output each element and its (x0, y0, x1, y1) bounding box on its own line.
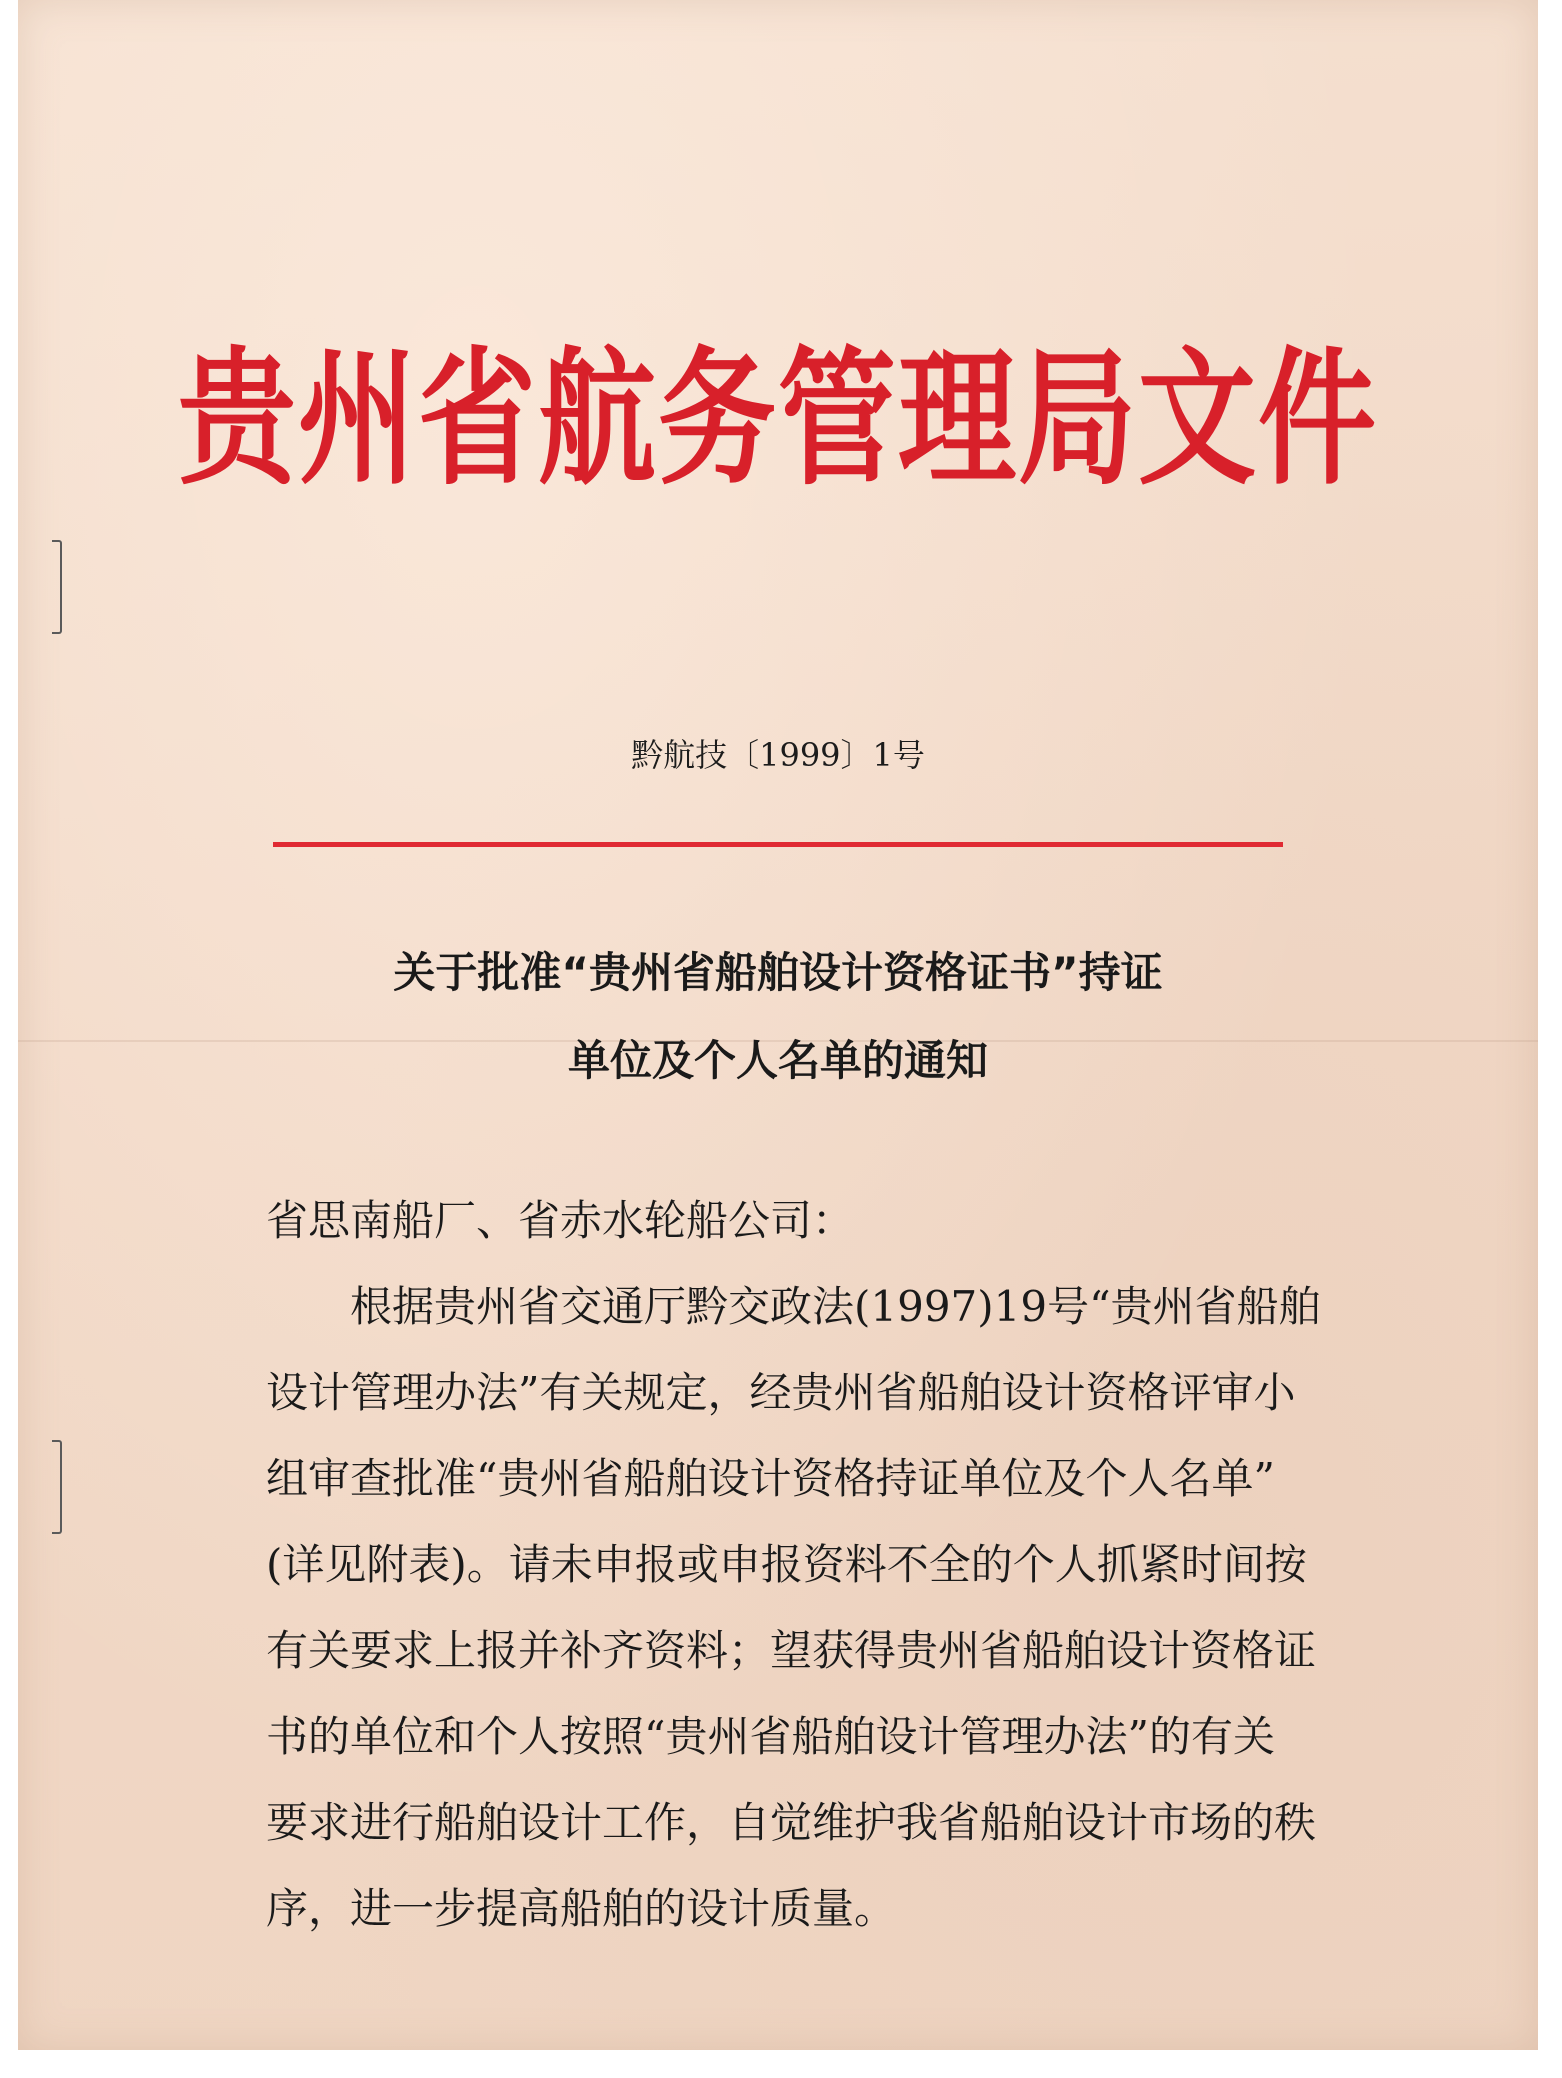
body-line-2: 设计管理办法”有关规定，经贵州省船舶设计资格评审小 (266, 1368, 1296, 1417)
document-number: 黔航技〔1999〕1号 (631, 736, 925, 774)
staple-bottom (52, 1440, 62, 1534)
body-line-6: 书的单位和个人按照“贵州省船舶设计管理办法”的有关 (266, 1712, 1275, 1761)
body-line-8: 序，进一步提高船舶的设计质量。 (266, 1884, 897, 1933)
body-line-7: 要求进行船舶设计工作，自觉维护我省船舶设计市场的秩 (266, 1798, 1317, 1847)
body-line-4: (详见附表)。请未申报或申报资料不全的个人抓紧时间按 (266, 1540, 1307, 1589)
body-line-3: 组审查批准“贵州省船舶设计资格持证单位及个人名单” (266, 1454, 1275, 1503)
staple-top (52, 540, 62, 634)
addressee: 省思南船厂、省赤水轮船公司： (266, 1196, 855, 1245)
document-header-title: 贵州省航务管理局文件 (177, 331, 1378, 505)
body-line-1: 根据贵州省交通厅黔交政法(1997)19号“贵州省船舶 (350, 1282, 1321, 1331)
header-red-rule (273, 842, 1283, 847)
body-line-5: 有关要求上报并补齐资料；望获得贵州省船舶设计资格证 (266, 1626, 1317, 1675)
document-page (18, 0, 1538, 2050)
subject-line-1: 关于批准“贵州省船舶设计资格证书”持证 (393, 948, 1163, 997)
subject-line-2: 单位及个人名单的通知 (567, 1036, 988, 1085)
